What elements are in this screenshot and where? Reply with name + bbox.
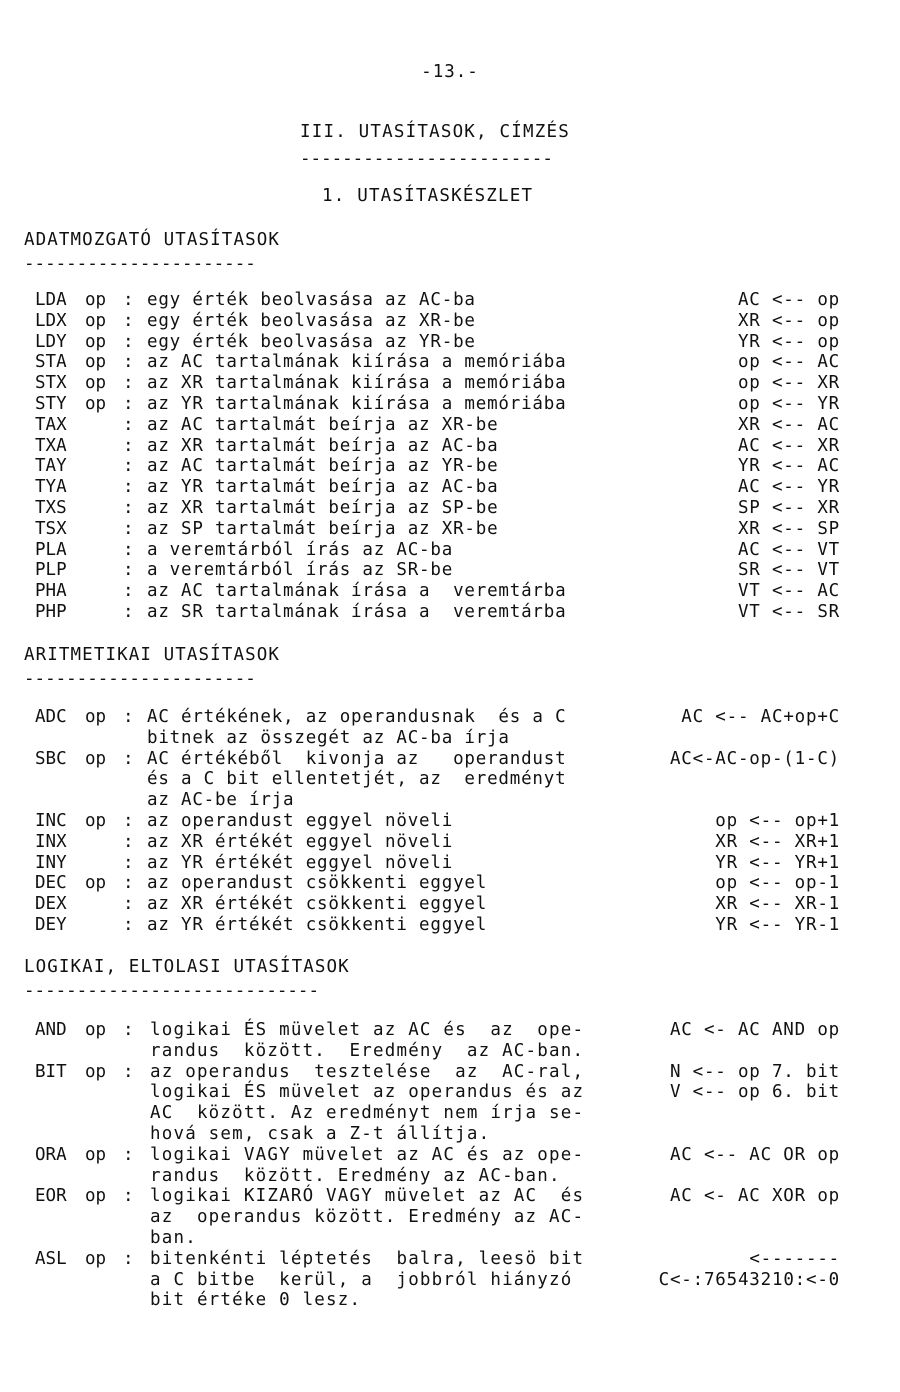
- section-subtitle: 1. UTASÍTASKÉSZLET: [322, 186, 534, 206]
- instruction-operand: op: [85, 1186, 107, 1207]
- instruction-mnemonic: PLP: [35, 560, 67, 581]
- instruction-effect: AC <-- AC+op+C: [681, 707, 840, 727]
- instruction-effect: VT <-- AC: [737, 581, 840, 602]
- instruction-description: az AC tartalmát beírja az YR-be: [147, 456, 499, 477]
- separator-colon: :: [123, 1020, 134, 1040]
- instruction-description: az YR értékét eggyel növeli: [147, 852, 454, 873]
- instruction-description: egy érték beolvasása az AC-ba: [147, 290, 476, 310]
- instruction-row: [0, 1186, 900, 1207]
- section-underline-arithmetic: ----------------------: [24, 669, 256, 689]
- separator-colon: :: [123, 831, 134, 852]
- instruction-effect: AC <-- YR: [737, 477, 840, 498]
- instruction-description: randus között. Eredmény az AC-ban.: [150, 1165, 561, 1186]
- instruction-row: [0, 1103, 900, 1124]
- instruction-mnemonic: TXA: [35, 435, 67, 456]
- instruction-operand: op: [85, 873, 107, 894]
- instruction-mnemonic: TAX: [35, 414, 67, 435]
- instruction-row: [0, 290, 900, 311]
- instruction-table-data-movement: [0, 290, 900, 623]
- instruction-mnemonic: DEY: [35, 914, 67, 935]
- instruction-effect: YR <-- YR+1: [715, 852, 840, 873]
- instruction-description: az operandus között. Eredmény az AC-: [150, 1207, 585, 1228]
- instruction-mnemonic: LDA: [35, 290, 67, 310]
- chapter-title: III. UTASÍTASOK, CÍMZÉS: [300, 122, 570, 142]
- instruction-row: [0, 915, 900, 936]
- separator-colon: :: [123, 497, 134, 518]
- instruction-row: [0, 894, 900, 915]
- instruction-mnemonic: DEC: [35, 873, 67, 894]
- instruction-effect: VT <-- SR: [737, 601, 840, 622]
- instruction-description: AC értékének, az operandusnak és a C: [147, 707, 567, 727]
- instruction-description: logikai VAGY müvelet az AC és az ope-: [150, 1144, 585, 1165]
- instruction-row: [0, 415, 900, 436]
- separator-colon: :: [123, 518, 134, 539]
- instruction-description: az YR tartalmának kiírása a memóriába: [147, 393, 567, 414]
- instruction-description: az operandust eggyel növeli: [147, 810, 454, 831]
- instruction-row: [0, 1124, 900, 1145]
- separator-colon: :: [123, 414, 134, 435]
- instruction-operand: op: [85, 1248, 107, 1269]
- instruction-mnemonic: TXS: [35, 497, 67, 518]
- instruction-description: az XR tartalmának kiírása a memóriába: [147, 373, 567, 394]
- instruction-description: az operandus tesztelése az AC-ral,: [150, 1061, 585, 1082]
- separator-colon: :: [123, 456, 134, 477]
- instruction-description: logikai ÉS müvelet az operandus és az: [150, 1082, 585, 1103]
- instruction-operand: op: [85, 810, 107, 831]
- instruction-row: [0, 1228, 900, 1249]
- instruction-row: [0, 560, 900, 581]
- separator-colon: :: [123, 1248, 134, 1269]
- instruction-operand: op: [85, 331, 107, 352]
- instruction-mnemonic: SBC: [35, 748, 67, 769]
- instruction-effect: YR <-- op: [737, 331, 840, 352]
- instruction-mnemonic: ASL: [35, 1248, 67, 1269]
- instruction-mnemonic: STY: [35, 393, 67, 414]
- separator-colon: :: [123, 331, 134, 352]
- instruction-mnemonic: STX: [35, 373, 67, 394]
- instruction-operand: op: [85, 352, 107, 373]
- section-title-data-movement: ADATMOZGATÓ UTASÍTASOK: [24, 230, 280, 250]
- instruction-mnemonic: INC: [35, 810, 67, 831]
- instruction-description: az XR értékét eggyel növeli: [147, 831, 454, 852]
- instruction-effect: AC<-AC-op-(1-C): [669, 748, 840, 769]
- separator-colon: :: [123, 1186, 134, 1207]
- instruction-mnemonic: INY: [35, 852, 67, 873]
- instruction-description: az AC tartalmát beírja az XR-be: [147, 414, 499, 435]
- instruction-effect: SP <-- XR: [737, 497, 840, 518]
- instruction-mnemonic: TYA: [35, 477, 67, 498]
- instruction-row: [0, 749, 900, 770]
- instruction-description: bit értéke 0 lesz.: [150, 1290, 362, 1311]
- instruction-description: ban.: [150, 1227, 197, 1248]
- separator-colon: :: [123, 560, 134, 581]
- instruction-mnemonic: EOR: [35, 1186, 67, 1207]
- instruction-description: AC értékéből kivonja az operandust: [147, 748, 567, 769]
- instruction-operand: op: [85, 707, 107, 727]
- instruction-description: az AC-be írja: [147, 790, 295, 811]
- instruction-effect: XR <-- AC: [737, 414, 840, 435]
- instruction-row: [0, 1082, 900, 1103]
- instruction-row: [0, 1249, 900, 1270]
- instruction-description: az YR értékét csökkenti eggyel: [147, 914, 488, 935]
- instruction-row: [0, 456, 900, 477]
- instruction-effect: SR <-- VT: [737, 560, 840, 581]
- instruction-row: [0, 373, 900, 394]
- instruction-row: [0, 498, 900, 519]
- instruction-description: egy érték beolvasása az XR-be: [147, 310, 476, 331]
- instruction-row: [0, 811, 900, 832]
- instruction-row: [0, 477, 900, 498]
- instruction-description: randus között. Eredmény az AC-ban.: [150, 1040, 585, 1061]
- instruction-mnemonic: PHP: [35, 601, 67, 622]
- instruction-row: [0, 436, 900, 457]
- instruction-mnemonic: DEX: [35, 894, 67, 915]
- instruction-operand: op: [85, 310, 107, 331]
- section-title-arithmetic: ARITMETIKAI UTASÍTASOK: [24, 645, 280, 665]
- instruction-effect: YR <-- YR-1: [715, 914, 840, 935]
- instruction-row: [0, 540, 900, 561]
- instruction-table-arithmetic: [0, 707, 900, 936]
- separator-colon: :: [123, 539, 134, 560]
- instruction-operand: op: [85, 1144, 107, 1165]
- separator-colon: :: [123, 810, 134, 831]
- instruction-row: [0, 1145, 900, 1166]
- instruction-description: az XR tartalmát beírja az AC-ba: [147, 435, 499, 456]
- instruction-mnemonic: ORA: [35, 1144, 67, 1165]
- separator-colon: :: [123, 310, 134, 331]
- instruction-description: és a C bit ellentetjét, az eredményt: [147, 769, 567, 790]
- instruction-row: [0, 707, 900, 728]
- instruction-mnemonic: PLA: [35, 539, 67, 560]
- instruction-description: bitenkénti léptetés balra, leesö bit: [150, 1248, 585, 1269]
- instruction-effect: op <-- YR: [737, 393, 840, 414]
- instruction-row: [0, 1062, 900, 1083]
- instruction-effect: XR <-- XR-1: [715, 894, 840, 915]
- chapter-underline: ------------------------: [300, 149, 553, 169]
- instruction-description: az SP tartalmát beírja az XR-be: [147, 518, 499, 539]
- instruction-mnemonic: INX: [35, 831, 67, 852]
- separator-colon: :: [123, 1144, 134, 1165]
- instruction-description: bitnek az összegét az AC-ba írja: [147, 727, 510, 748]
- instruction-row: [0, 873, 900, 894]
- separator-colon: :: [123, 894, 134, 915]
- instruction-mnemonic: AND: [35, 1020, 67, 1040]
- instruction-mnemonic: BIT: [35, 1061, 67, 1082]
- instruction-row: [0, 581, 900, 602]
- separator-colon: :: [123, 290, 134, 310]
- instruction-effect: op <-- op+1: [715, 810, 840, 831]
- instruction-effect: op <-- op-1: [715, 873, 840, 894]
- section-underline-logical-shift: ----------------------------: [24, 981, 320, 1001]
- separator-colon: :: [123, 601, 134, 622]
- separator-colon: :: [123, 435, 134, 456]
- instruction-mnemonic: STA: [35, 352, 67, 373]
- instruction-operand: op: [85, 748, 107, 769]
- instruction-description: az AC tartalmának kiírása a memóriába: [147, 352, 567, 373]
- instruction-effect: op <-- AC: [737, 352, 840, 373]
- separator-colon: :: [123, 581, 134, 602]
- instruction-description: logikai ÉS müvelet az AC és az ope-: [150, 1020, 585, 1040]
- instruction-description: a C bitbe kerül, a jobbról hiányzó: [150, 1269, 573, 1290]
- page-number: -13.-: [421, 62, 479, 82]
- separator-colon: :: [123, 852, 134, 873]
- instruction-description: az AC tartalmának írása a veremtárba: [147, 581, 567, 602]
- instruction-row: [0, 1290, 900, 1311]
- instruction-effect: C<-:76543210:<-0: [658, 1269, 840, 1290]
- instruction-mnemonic: PHA: [35, 581, 67, 602]
- separator-colon: :: [123, 914, 134, 935]
- instruction-row: [0, 332, 900, 353]
- instruction-row: [0, 728, 900, 749]
- separator-colon: :: [123, 477, 134, 498]
- separator-colon: :: [123, 748, 134, 769]
- instruction-description: az SR tartalmának írása a veremtárba: [147, 601, 567, 622]
- instruction-row: [0, 769, 900, 790]
- instruction-effect: AC <-- XR: [737, 435, 840, 456]
- separator-colon: :: [123, 1061, 134, 1082]
- separator-colon: :: [123, 352, 134, 373]
- section-underline-data-movement: ----------------------: [24, 254, 256, 274]
- separator-colon: :: [123, 373, 134, 394]
- instruction-description: hová sem, csak a Z-t állítja.: [150, 1123, 491, 1144]
- instruction-effect: AC <-- AC OR op: [669, 1144, 840, 1165]
- instruction-description: az YR tartalmát beírja az AC-ba: [147, 477, 499, 498]
- instruction-operand: op: [85, 1061, 107, 1082]
- instruction-row: [0, 1270, 900, 1291]
- separator-colon: :: [123, 873, 134, 894]
- instruction-description: az XR értékét csökkenti eggyel: [147, 894, 488, 915]
- instruction-row: [0, 1041, 900, 1062]
- instruction-description: az XR tartalmát beírja az SP-be: [147, 497, 499, 518]
- separator-colon: :: [123, 393, 134, 414]
- instruction-operand: op: [85, 1020, 107, 1040]
- instruction-row: [0, 352, 900, 373]
- instruction-mnemonic: LDY: [35, 331, 67, 352]
- instruction-row: [0, 1207, 900, 1228]
- instruction-effect: YR <-- AC: [737, 456, 840, 477]
- instruction-effect: XR <-- op: [737, 310, 840, 331]
- instruction-mnemonic: TAY: [35, 456, 67, 477]
- instruction-row: [0, 1166, 900, 1187]
- instruction-row: [0, 853, 900, 874]
- instruction-row: [0, 1020, 900, 1041]
- instruction-row: [0, 790, 900, 811]
- instruction-description: az operandust csökkenti eggyel: [147, 873, 488, 894]
- instruction-description: AC között. Az eredményt nem írja se-: [150, 1103, 585, 1124]
- instruction-mnemonic: TSX: [35, 518, 67, 539]
- instruction-mnemonic: LDX: [35, 310, 67, 331]
- instruction-row: [0, 519, 900, 540]
- instruction-mnemonic: ADC: [35, 707, 67, 727]
- instruction-effect: AC <-- op: [737, 290, 840, 310]
- instruction-row: [0, 311, 900, 332]
- section-title-logical-shift: LOGIKAI, ELTOLASI UTASÍTASOK: [24, 957, 350, 977]
- instruction-effect: AC <- AC XOR op: [669, 1186, 840, 1207]
- instruction-effect: AC <-- VT: [737, 539, 840, 560]
- instruction-description: logikai KIZARÓ VAGY müvelet az AC és: [150, 1186, 585, 1207]
- instruction-effect: XR <-- SP: [737, 518, 840, 539]
- instruction-row: [0, 602, 900, 623]
- instruction-effect: N <-- op 7. bit: [669, 1061, 840, 1082]
- instruction-description: a veremtárból írás az AC-ba: [147, 539, 454, 560]
- instruction-effect: <-------: [749, 1248, 840, 1269]
- instruction-description: a veremtárból írás az SR-be: [147, 560, 454, 581]
- instruction-effect: AC <- AC AND op: [669, 1020, 840, 1040]
- separator-colon: :: [123, 707, 134, 727]
- instruction-operand: op: [85, 393, 107, 414]
- instruction-effect: XR <-- XR+1: [715, 831, 840, 852]
- instruction-description: egy érték beolvasása az YR-be: [147, 331, 476, 352]
- instruction-effect: op <-- XR: [737, 373, 840, 394]
- instruction-row: [0, 832, 900, 853]
- instruction-operand: op: [85, 290, 107, 310]
- instruction-table-logical-shift: [0, 1020, 900, 1311]
- instruction-effect: V <-- op 6. bit: [669, 1082, 840, 1103]
- instruction-row: [0, 394, 900, 415]
- instruction-operand: op: [85, 373, 107, 394]
